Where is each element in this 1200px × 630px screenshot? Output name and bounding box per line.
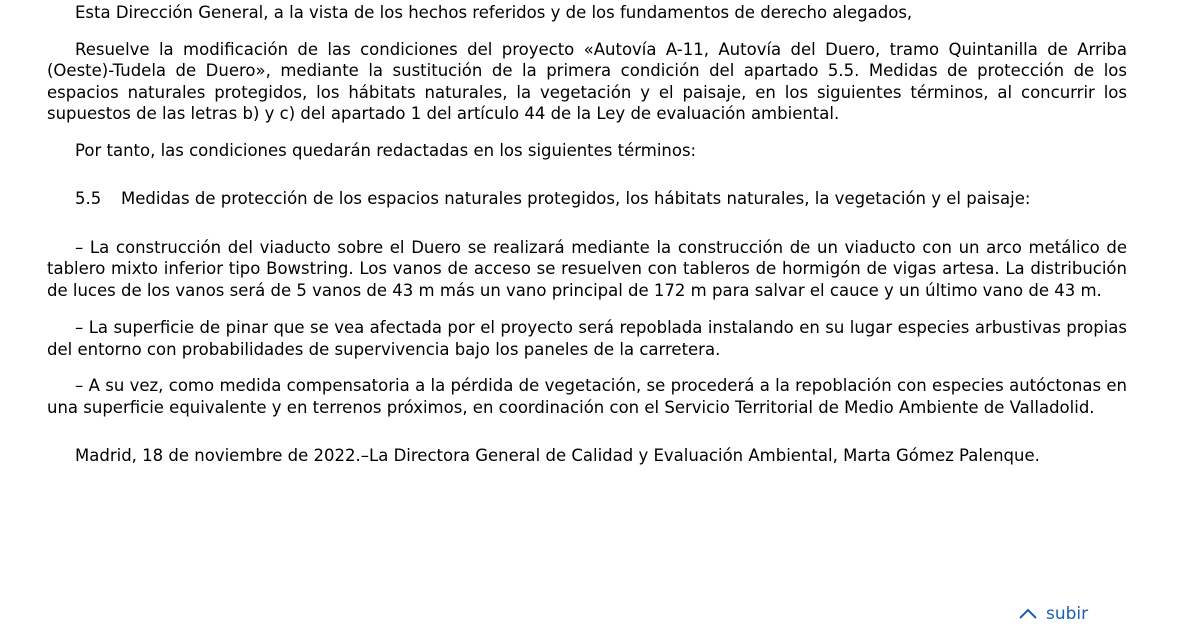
condition-item-compensation: – A su vez, como medida compensatoria a la pérdida de vegetación, se procederá a la repoblación con especies autóctonas en una superficie equivalente y en terrenos próximos, en coordinación con el Servicio Territorial de Medio Ambiente de Valladolid. — [47, 376, 1127, 417]
back-to-top-link[interactable] — [1018, 604, 1088, 624]
intro-paragraph: Esta Dirección General, a la vista de los hechos referidos y de los fundamentos de derecho alegados, — [75, 3, 913, 22]
condition-item-viaduct: – La construcción del viaducto sobre el Duero se realizará mediante la construcción de un viaducto con un arco metálico de tablero mixto inferior tipo Bowstring. Los vanos de acceso se resuelven con tableros de hormigón de vigas artesa. La distribución de luces de los vanos será de 5 vanos de 43 m más un vano principal de 172 m para salvar el cauce y un último vano de 43 m. — [47, 237, 1127, 300]
section-heading — [47, 188, 1127, 210]
resolution-paragraph: Resuelve la modificación de las condiciones del proyecto «Autovía A-11, Autovía del Duero, tramo Quintanilla de Arriba (Oeste)-Tudela de Duero», mediante la sustitución de la primera condición del apartado 5.5. Medidas de protección de los espacios naturales protegidos, los hábitats naturales, la vegetación y el paisaje, en los siguientes términos, al concurrir los supuestos de las letras b) y c) del apartado 1 del artículo 44 de la Ley de evaluación ambiental. — [47, 39, 1127, 123]
signature-paragraph: Madrid, 18 de noviembre de 2022.–La Directora General de Calidad y Evaluación Ambiental, Marta Gómez Palenque. — [75, 446, 1040, 465]
condition-item-reforestation: – La superficie de pinar que se vea afectada por el proyecto será repoblada instalando en su lugar especies arbustivas propias del entorno con probabilidades de supervivencia bajo los paneles de la carretera. — [47, 318, 1127, 359]
chevron-up-icon — [1018, 608, 1038, 620]
section-title: Medidas de protección de los espacios naturales protegidos, los hábitats naturales, la vegetación y el paisaje: — [121, 189, 1031, 208]
section-number: 5.5 — [75, 189, 102, 208]
back-to-top-label: subir — [1046, 604, 1089, 624]
document-body — [47, 2, 1127, 467]
conditions-intro-paragraph: Por tanto, las condiciones quedarán redactadas en los siguientes términos: — [75, 140, 697, 160]
